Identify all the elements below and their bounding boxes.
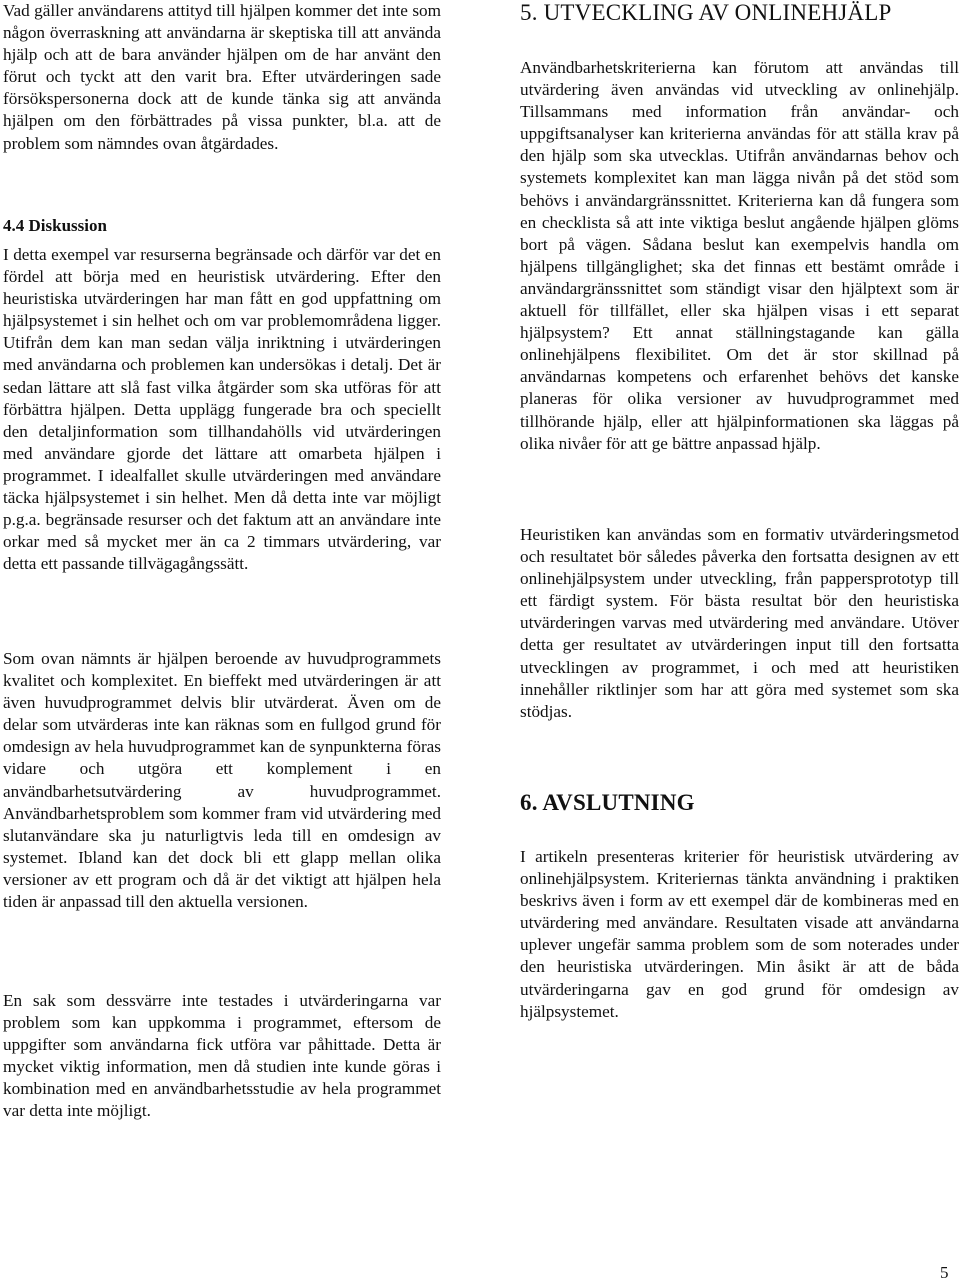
dependency-paragraph: Som ovan nämnts är hjälpen beroende av huvudprogrammets kvalitet och komplexitet. En bieffekt med utvärderingen är att även huvudprogrammet delvis blir utvärderat. Även om de delar som utvärderas inte kan räknas som en fullgod grund för omdesign av hela huvudprogrammet kan de synpunkterna föras vidare och utgöra ett komplement i en användbarhetsutvärdering av huvudprogrammet. Användbarhetsproblem som kommer fram vid utvärdering med slutanvändare ska ju naturligtvis leda till en omdesign av systemet. Ibland kan det dock bli ett glapp mellan olika versioner av ett program och då är det viktigt att hjälpen hela tiden är anpassad till den aktuella versionen.: [3, 649, 441, 912]
section-title-conclusion: 6. AVSLUTNING: [520, 790, 695, 815]
intro-paragraph: Vad gäller användarens attityd till hjälpen kommer det inte som någon överraskning att användarna är skeptiska till att använda hjälp och att de bara använder hjälpen om de har använt den förut och tyckt att den varit bra. Efter utvärderingen sade försökspersonerna dock att de kunde tänka sig att använda hjälpen om den förbättrades på vissa punkter, bl.a. att de problem som nämndes ovan åtgärdades.: [3, 1, 441, 153]
conclusion-paragraph: I artikeln presenteras kriterier för heuristisk utvärdering av onlinehjälpsystem. Kriteriernas tänkta användning i praktiken beskrivs även i form av ett exempel där de kombineras med en utvärdering med användare. Resultaten visade att användarna uplever ungefär samma problem som de som noterades under den heuristiska utvärderingen. Min åsikt är att de båda utvärderingarna gav en god grund för omdesign av hjälpsystemet.: [520, 847, 959, 1021]
heuristic-paragraph: Heuristiken kan användas som en formativ utvärderingsmetod och resultatet bör således påverka den fortsatta designen av ett onlinehjälpsystem under utveckling, från pappersprototyp till ett färdigt system. För bästa resultat bör den heuristiska utvärderingen varvas med utvärdering med användare. Utöver detta ger resultatet av utvärderingen input till den fortsatta utvecklingen av programmet, i och med att heuristiken innehåller riktlinjer som har att göra med systemet som ska stödjas.: [520, 525, 959, 721]
section-heading-discussion: 4.4 Diskussion: [3, 216, 107, 235]
criteria-paragraph: Användbarhetskriterierna kan förutom att användas till utvärdering även användas vid utveckling av onlinehjälp. Tillsammans med information från användar- och uppgiftsanalyser kan kriterierna användas för att ställa krav på den hjälp som ska utvecklas. Utifrån användarnas behov och systemets komplexitet kan man lägga nivån på det stöd som behövs i användargränssnittet. Kriterierna kan då fungera som en checklista så att inte viktiga beslut angående hjälpen glöms bort på vägen. Sådana beslut kan exempelvis handla om hjälpens tillgänglighet; ska det finnas ett bestämt område i användargränssnittet som ständigt visar den hjälptext som är aktuell för tillfället, eller ska hjälpen visas i ett separat hjälpsystem? Ett annat ställningstagande kan gälla onlinehjälpens flexibilitet. Om det är stor skillnad på användarnas kompetens och erfarenhet behövs det kanske planeras för olika versioner av huvudprogrammet med tillhörande hjälp, eller att hjälpinformationen ska läggas på olika nivåer för att ge bättre anpassad hjälp.: [520, 58, 959, 453]
section-title-development: 5. UTVECKLING AV ONLINEHJÄLP: [520, 0, 892, 25]
untested-paragraph: En sak som dessvärre inte testades i utvärderingarna var problem som kan uppkomma i programmet, eftersom de uppgifter som användarna fick utföra var påhittade. Detta är mycket viktig information, men då studien inte kunde göras i kombination med en användbarhetsstudie av hela programmet var detta inte möjligt.: [3, 991, 441, 1121]
page-number: 5: [940, 1263, 949, 1282]
discussion-paragraph: I detta exempel var resurserna begränsade och därför var det en fördel att börja med en heuristisk utvärdering. Efter den heuristiska utvärderingen har man fått en god uppfattning om hjälpsystemet i sin helhet och om var problemområdena ligger. Utifrån dem kan man sedan välja inriktning i utvärderingen med användarna och problemen kan undersökas i detalj. Det är sedan lättare att slå fast vilka åtgärder som ska utföras för att förbättra hjälpen. Detta upplägg fungerade bra och speciellt den detaljinformation som tillhandahölls vid utvärderingen med användare gjorde det lättare att omarbeta hjälpen i programmet. I idealfallet skulle utvärderingen med användare täcka hjälpsystemet i sin helhet. Men då detta inte var möjligt p.g.a. begränsade resurser och det faktum att an användare inte orkar med så mycket mer än ca 2 timmars utvärdering, var detta ett passande tillvägagångssätt.: [3, 245, 441, 574]
